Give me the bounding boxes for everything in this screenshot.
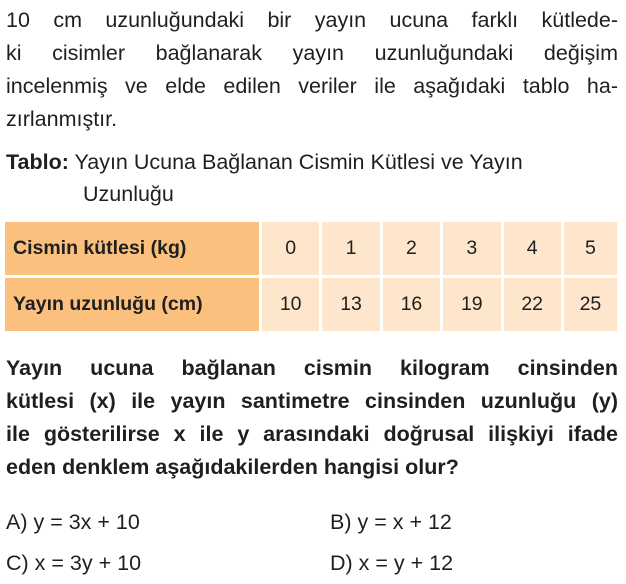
intro-line: zırlanmıştır. xyxy=(6,107,118,131)
question-line: eden denklem aşağıdakilerden hangisi olur? xyxy=(6,455,459,479)
length-cell: 10 xyxy=(262,278,322,331)
table-row-length xyxy=(5,278,617,331)
length-cell: 16 xyxy=(383,278,443,331)
option-b[interactable]: B) y = x + 12 xyxy=(330,510,452,534)
data-table xyxy=(5,222,617,331)
question-text xyxy=(6,352,618,484)
intro-line: incelenmiş ve elde edilen veriler ile aşağıdaki tablo ha- xyxy=(6,74,618,98)
intro-line: ki cisimler bağlanarak yayın uzunluğundaki değişim xyxy=(6,41,618,65)
caption-title-line1: Yayın Ucuna Bağlanan Cismin Kütlesi ve Yayın xyxy=(74,150,523,174)
mass-cell: 4 xyxy=(504,222,564,278)
row-header-length: Yayın uzunluğu (cm) xyxy=(5,278,262,331)
intro-line: 10 cm uzunluğundaki bir yayın ucuna farklı kütlede- xyxy=(6,8,618,32)
table-row-mass xyxy=(5,222,617,278)
caption-title-line2: Uzunluğu xyxy=(83,182,174,206)
length-cell: 19 xyxy=(443,278,503,331)
question-line: Yayın ucuna bağlanan cismin kilogram cinsinden xyxy=(6,356,618,380)
option-a[interactable]: A) y = 3x + 10 xyxy=(6,510,140,534)
mass-cell: 2 xyxy=(383,222,443,278)
table-caption xyxy=(6,146,618,210)
caption-label: Tablo: xyxy=(6,150,69,174)
mass-cell: 0 xyxy=(262,222,322,278)
question-line: kütlesi (x) ile yayın santimetre cinsinden uzunluğu (y) xyxy=(6,389,618,413)
question-line: ile gösterilirse x ile y arasındaki doğrusal ilişkiyi ifade xyxy=(6,422,618,446)
length-cell: 25 xyxy=(564,278,617,331)
option-c[interactable]: C) x = 3y + 10 xyxy=(6,551,142,575)
mass-cell: 3 xyxy=(443,222,503,278)
length-cell: 13 xyxy=(322,278,382,331)
mass-cell: 5 xyxy=(564,222,617,278)
length-cell: 22 xyxy=(504,278,564,331)
intro-paragraph xyxy=(6,4,618,136)
mass-cell: 1 xyxy=(322,222,382,278)
option-d[interactable]: D) x = y + 12 xyxy=(330,551,454,575)
row-header-mass: Cismin kütlesi (kg) xyxy=(5,222,262,278)
